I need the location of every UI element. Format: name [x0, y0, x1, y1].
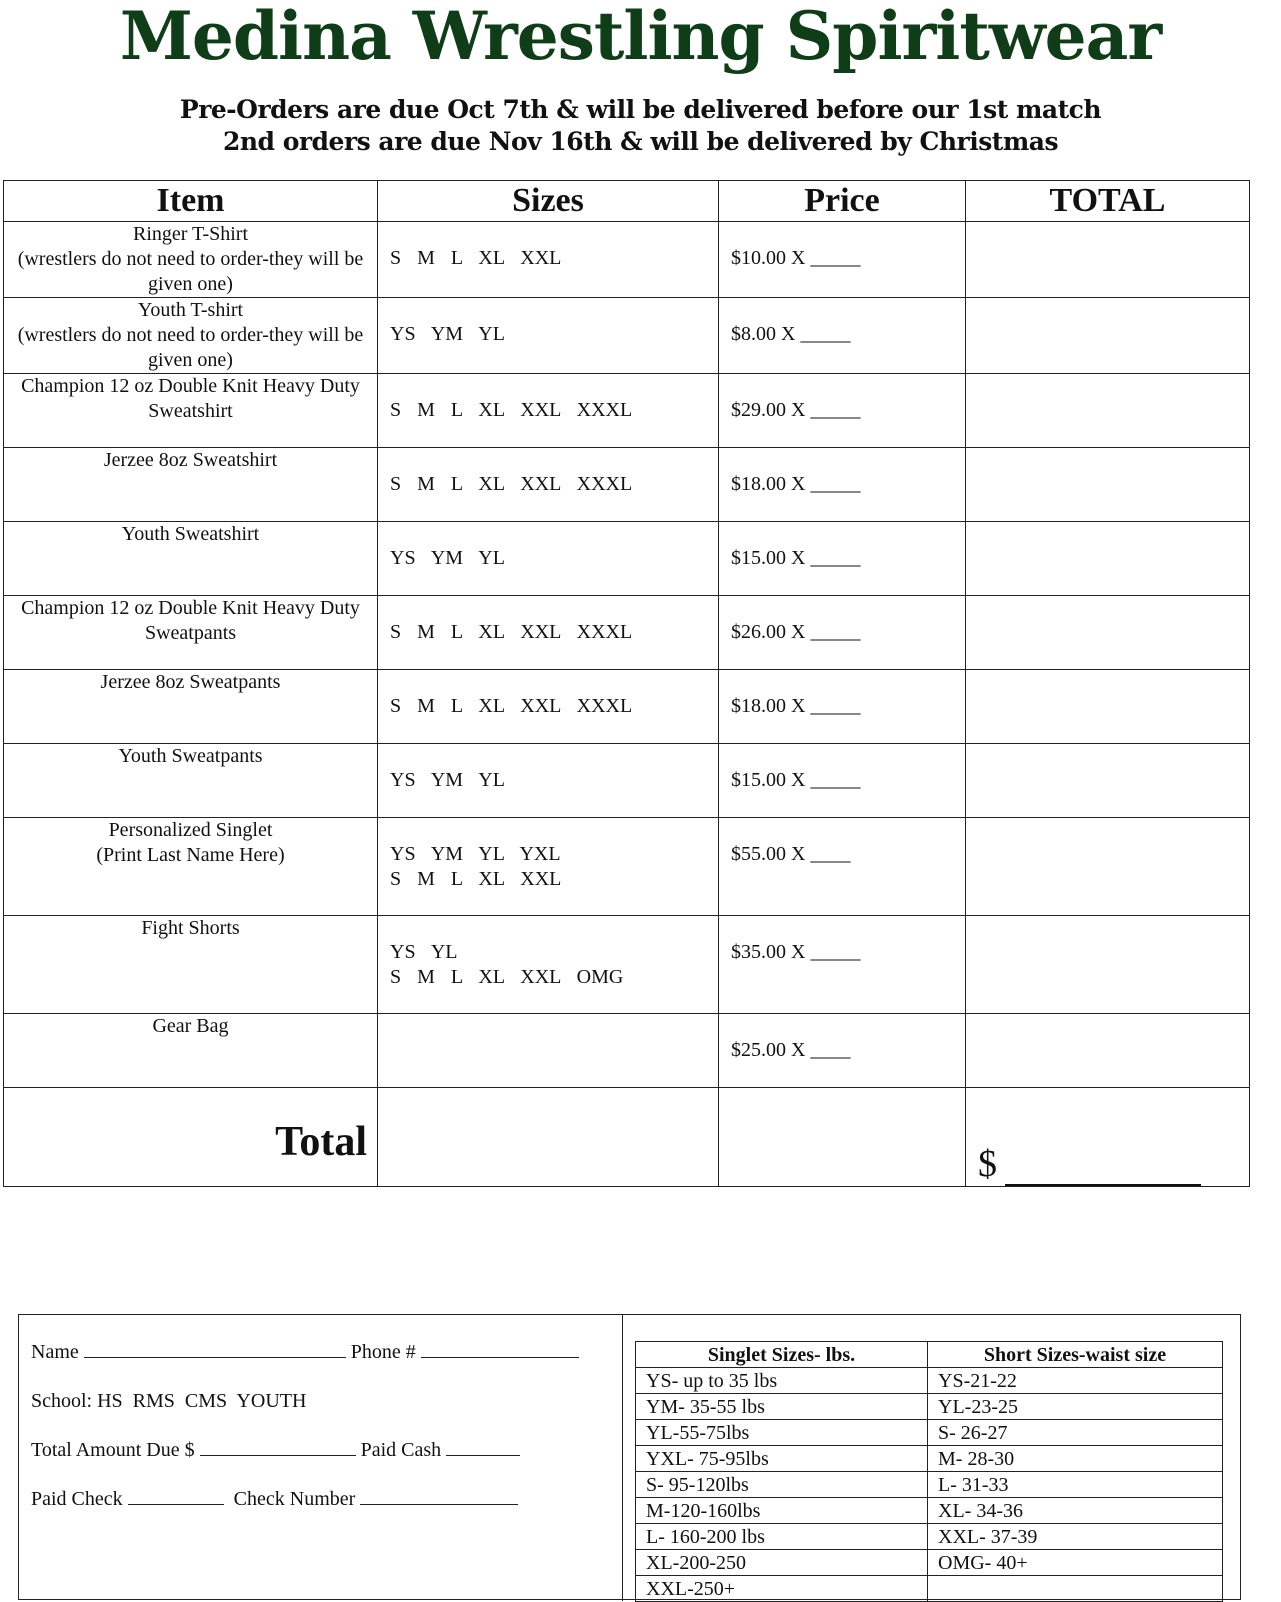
- page-title: Medina Wrestling Spiritwear: [119, 0, 1162, 75]
- check-number-label: Check Number: [233, 1488, 356, 1510]
- item-sizes: YS YL S M L XL XXL OMG: [378, 916, 719, 1014]
- grand-total-line[interactable]: [1005, 1154, 1201, 1186]
- item-name: Gear Bag: [4, 1014, 378, 1088]
- item-price: $18.00 X _____: [719, 448, 966, 522]
- singlet-size: YS- up to 35 lbs: [636, 1368, 928, 1394]
- paid-check-field[interactable]: [128, 1486, 224, 1505]
- item-price: $15.00 X _____: [719, 744, 966, 818]
- table-row: [636, 1420, 1223, 1446]
- item-sizes: YS YM YL: [378, 298, 719, 374]
- short-size: [928, 1576, 1223, 1602]
- singlet-size: YXL- 75-95lbs: [636, 1446, 928, 1472]
- short-size: YL-23-25: [928, 1394, 1223, 1420]
- preorder-deadline: Pre-Orders are due Oct 7th & will be delivered before our 1st match: [179, 95, 1102, 124]
- singlet-size: XL-200-250: [636, 1550, 928, 1576]
- size-reference-table: [635, 1341, 1223, 1602]
- table-row: [4, 596, 1250, 670]
- item-name: Champion 12 oz Double Knit Heavy Duty Sweatpants: [4, 596, 378, 670]
- singlet-size: XXL-250+: [636, 1576, 928, 1602]
- total-price-empty: [719, 1088, 966, 1187]
- table-row: [636, 1498, 1223, 1524]
- phone-label: Phone #: [350, 1341, 416, 1363]
- table-row: [636, 1550, 1223, 1576]
- item-price: $55.00 X ____: [719, 818, 966, 916]
- paid-cash-field[interactable]: [446, 1437, 520, 1456]
- header-sizes: Sizes: [378, 181, 719, 222]
- item-text: Personalized Singlet (Print Last Name Here): [96, 819, 285, 866]
- item-sizes: S M L XL XXL XXXL: [378, 596, 719, 670]
- header-price: Price: [719, 181, 966, 222]
- name-phone-line: [31, 1339, 579, 1365]
- short-sizes-header: Short Sizes-waist size: [928, 1342, 1223, 1368]
- short-size: YS-21-22: [928, 1368, 1223, 1394]
- item-price: $8.00 X _____: [719, 298, 966, 374]
- item-name: [4, 818, 378, 916]
- table-row: [636, 1524, 1223, 1550]
- short-size: XXL- 37-39: [928, 1524, 1223, 1550]
- table-row: [636, 1368, 1223, 1394]
- item-total-cell[interactable]: [966, 522, 1250, 596]
- item-sizes: YS YM YL YXL S M L XL XXL: [378, 818, 719, 916]
- table-row: [4, 1014, 1250, 1088]
- item-sizes: YS YM YL: [378, 744, 719, 818]
- check-number-field[interactable]: [360, 1486, 518, 1505]
- item-sizes: S M L XL XXL XXXL: [378, 448, 719, 522]
- short-size: OMG- 40+: [928, 1550, 1223, 1576]
- school-line[interactable]: School: HS RMS CMS YOUTH: [31, 1390, 307, 1412]
- item-sizes: YS YM YL: [378, 522, 719, 596]
- table-row: [4, 222, 1250, 298]
- item-total-cell[interactable]: [966, 744, 1250, 818]
- order-table: [3, 180, 1250, 1187]
- short-size: XL- 34-36: [928, 1498, 1223, 1524]
- singlet-size: L- 160-200 lbs: [636, 1524, 928, 1550]
- total-row: [4, 1088, 1250, 1187]
- short-size: L- 31-33: [928, 1472, 1223, 1498]
- short-size: M- 28-30: [928, 1446, 1223, 1472]
- phone-field[interactable]: [421, 1339, 579, 1358]
- header-item: Item: [4, 181, 378, 222]
- total-due-line: [31, 1437, 520, 1463]
- short-size: S- 26-27: [928, 1420, 1223, 1446]
- total-sizes-empty: [378, 1088, 719, 1187]
- customer-form-section: [18, 1314, 1241, 1600]
- item-text: Ringer T-Shirt (wrestlers do not need to order-they will be given one): [17, 223, 364, 295]
- item-name: [4, 222, 378, 298]
- singlet-size: YM- 35-55 lbs: [636, 1394, 928, 1420]
- table-row: [636, 1394, 1223, 1420]
- table-row: [4, 522, 1250, 596]
- item-name: Youth Sweatshirt: [4, 522, 378, 596]
- item-sizes: [378, 1014, 719, 1088]
- table-row: [4, 374, 1250, 448]
- second-order-deadline: 2nd orders are due Nov 16th & will be delivered by Christmas: [222, 127, 1059, 156]
- singlet-sizes-header: Singlet Sizes- lbs.: [636, 1342, 928, 1368]
- item-name: Champion 12 oz Double Knit Heavy Duty Sweatshirt: [4, 374, 378, 448]
- item-name: Jerzee 8oz Sweatpants: [4, 670, 378, 744]
- item-total-cell[interactable]: [966, 448, 1250, 522]
- order-table-header: [4, 181, 1250, 222]
- total-due-field[interactable]: [200, 1437, 356, 1456]
- name-field[interactable]: [84, 1339, 346, 1358]
- singlet-size: YL-55-75lbs: [636, 1420, 928, 1446]
- item-sizes: S M L XL XXL XXXL: [378, 670, 719, 744]
- item-price: $26.00 X _____: [719, 596, 966, 670]
- item-price: $29.00 X _____: [719, 374, 966, 448]
- singlet-size: M-120-160lbs: [636, 1498, 928, 1524]
- total-due-label: Total Amount Due $: [31, 1439, 195, 1461]
- table-row: [4, 818, 1250, 916]
- item-total-cell[interactable]: [966, 596, 1250, 670]
- item-name: Fight Shorts: [4, 916, 378, 1014]
- item-price: $10.00 X _____: [719, 222, 966, 298]
- check-line: [31, 1486, 518, 1512]
- grand-total-field[interactable]: [966, 1088, 1250, 1187]
- item-name: Jerzee 8oz Sweatshirt: [4, 448, 378, 522]
- name-label: Name: [31, 1341, 79, 1363]
- item-price: $18.00 X _____: [719, 670, 966, 744]
- item-price: $25.00 X ____: [719, 1014, 966, 1088]
- item-price: $15.00 X _____: [719, 522, 966, 596]
- item-total-cell[interactable]: [966, 1014, 1250, 1088]
- item-name: Youth Sweatpants: [4, 744, 378, 818]
- item-total-cell[interactable]: [966, 374, 1250, 448]
- dollar-sign: $: [978, 1143, 997, 1185]
- item-price: $35.00 X _____: [719, 916, 966, 1014]
- table-row: [4, 670, 1250, 744]
- paid-cash-label: Paid Cash: [360, 1439, 442, 1461]
- item-total-cell[interactable]: [966, 670, 1250, 744]
- table-row: [636, 1472, 1223, 1498]
- item-name: [4, 298, 378, 374]
- item-sizes: S M L XL XXL XXXL: [378, 374, 719, 448]
- table-row: [4, 298, 1250, 374]
- item-total-cell[interactable]: [966, 298, 1250, 374]
- header-total: TOTAL: [966, 181, 1250, 222]
- size-reference-header: [636, 1342, 1223, 1368]
- table-row: [636, 1576, 1223, 1602]
- table-row: [636, 1446, 1223, 1472]
- singlet-size: S- 95-120lbs: [636, 1472, 928, 1498]
- section-divider: [622, 1315, 623, 1601]
- item-text: Youth T-shirt (wrestlers do not need to order-they will be given one): [17, 299, 364, 371]
- paid-check-label: Paid Check: [31, 1488, 123, 1510]
- total-label: Total: [4, 1088, 378, 1187]
- table-row: [4, 744, 1250, 818]
- table-row: [4, 448, 1250, 522]
- item-total-cell[interactable]: [966, 916, 1250, 1014]
- item-total-cell[interactable]: [966, 818, 1250, 916]
- item-total-cell[interactable]: [966, 222, 1250, 298]
- item-sizes: S M L XL XXL: [378, 222, 719, 298]
- table-row: [4, 916, 1250, 1014]
